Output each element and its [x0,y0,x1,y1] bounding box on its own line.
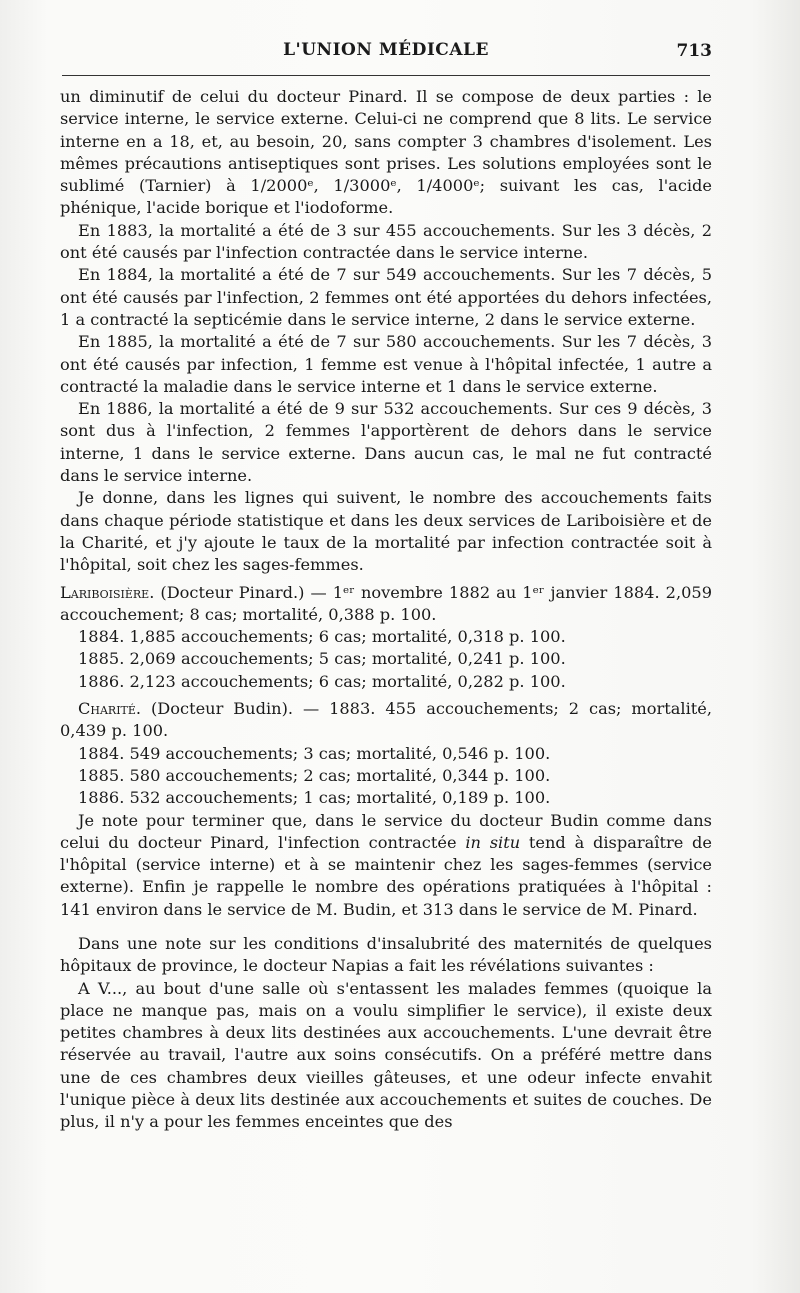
lariboisiere-intro: (Docteur Pinard.) — 1ᵉʳ novembre 1882 au 1ᵉʳ janvier 1884. 2,059 accouchement; 8 cas; mortalité, 0,388 p. 100. [60,582,712,624]
page-number: 713 [676,41,712,61]
paragraph-7-italic: in situ [465,832,521,852]
paragraph-7-end: tend à disparaître de l'hôpital (service interne) et à se maintenir chez les sages-femmes (service externe). Enfin je rappelle le nombre des opérations pratiquées à l'hôpital : 141 environ dans le service de M. Budin, et 313 dans le service de M. Pinard. [60,832,712,919]
charite-intro: (Docteur Budin). — 1883. 455 accouchements; 2 cas; mortalité, 0,439 p. 100. [60,699,712,741]
paragraph-2: En 1883, la mortalité a été de 3 sur 455 accouchements. Sur les 3 décès, 2 ont été causés par l'infection contractée dans le service interne. [60,220,712,263]
charite-1886: 1886. 532 accouchements; 1 cas; mortalité, 0,189 p. 100. [78,788,551,808]
running-head [60,40,712,70]
header-rule [62,75,710,76]
lariboisiere-1885: 1885. 2,069 accouchements; 5 cas; mortalité, 0,241 p. 100. [78,649,566,669]
lariboisiere-1886: 1886. 2,123 accouchements; 6 cas; mortalité, 0,282 p. 100. [78,671,566,691]
paragraph-4: En 1885, la mortalité a été de 7 sur 580 accouchements. Sur les 7 décès, 3 ont été causés par infection, 1 femme est venue à l'hôpital infectée, 1 autre a contracté la maladie dans le service interne et 1 dans le service externe. [60,332,712,396]
paragraph-1: un diminutif de celui du docteur Pinard. Il se compose de deux parties : le service interne, le service externe. Celui-ci ne comprend que 8 lits. Le service interne en a 18, et, au besoin, 20, sans compter 3 chambres d'isolement. Les mêmes précautions antiseptiques sont prises. Les solutions employées sont le sublimé (Tarnier) à 1/2000ᵉ, 1/3000ᵉ, 1/4000ᵉ; suivant les cas, l'acide phénique, l'acide borique et l'iodoforme. [60,87,712,218]
paragraph-7 [60,810,712,921]
charite-name: Charité. [78,699,142,719]
paragraph-7-start: Je note pour terminer que, dans le service du docteur Budin comme dans celui du docteur Pinard, l'infection contractée [60,810,712,852]
spacer [60,921,712,933]
charite-stats [60,698,712,743]
running-title: L'UNION MÉDICALE [283,40,489,60]
paragraph-5: En 1886, la mortalité a été de 9 sur 532 accouchements. Sur ces 9 décès, 3 sont dus à l'infection, 2 femmes l'apportèrent de dehors dans le service interne, 1 dans le service externe. Dans aucun cas, le mal ne fut contracté dans le service interne. [60,399,712,486]
paragraph-9: A V..., au bout d'une salle où s'entassent les malades femmes (quoique la place ne manque pas, mais on a voulu simplifier le service), il existe deux petites chambres à deux lits destinées aux accouchements. L'une devrait être réservée au travail, l'autre aux soins consécutifs. On a préféré mettre dans une de ces chambres deux vieilles gâteuses, et une odeur infecte envahit l'unique pièce à deux lits destinée aux accouchements et suites de couches. De plus, il n'y a pour les femmes enceintes que des [60,978,712,1132]
paragraph-3: En 1884, la mortalité a été de 7 sur 549 accouchements. Sur les 7 décès, 5 ont été causés par l'infection, 2 femmes ont été apportées du dehors infectées, 1 a contracté la septicémie dans le service interne, 2 dans le service externe. [60,265,712,329]
charite-1885: 1885. 580 accouchements; 2 cas; mortalité, 0,344 p. 100. [78,765,551,785]
charite-1884: 1884. 549 accouchements; 3 cas; mortalité, 0,546 p. 100. [78,743,551,763]
lariboisiere-stats [60,582,712,627]
paragraph-8: Dans une note sur les conditions d'insalubrité des maternités de quelques hôpitaux de province, le docteur Napias a fait les révélations suivantes : [60,933,712,976]
text-body [60,86,712,1134]
lariboisiere-name: Lariboisière. [60,582,155,602]
paragraph-6: Je donne, dans les lignes qui suivent, le nombre des accouchements faits dans chaque période statistique et dans les deux services de Lariboisière et de la Charité, et j'y ajoute le taux de la mortalité par infection contractée soit à l'hôpital, soit chez les sages-femmes. [60,488,712,575]
lariboisiere-1884: 1884. 1,885 accouchements; 6 cas; mortalité, 0,318 p. 100. [78,627,566,647]
